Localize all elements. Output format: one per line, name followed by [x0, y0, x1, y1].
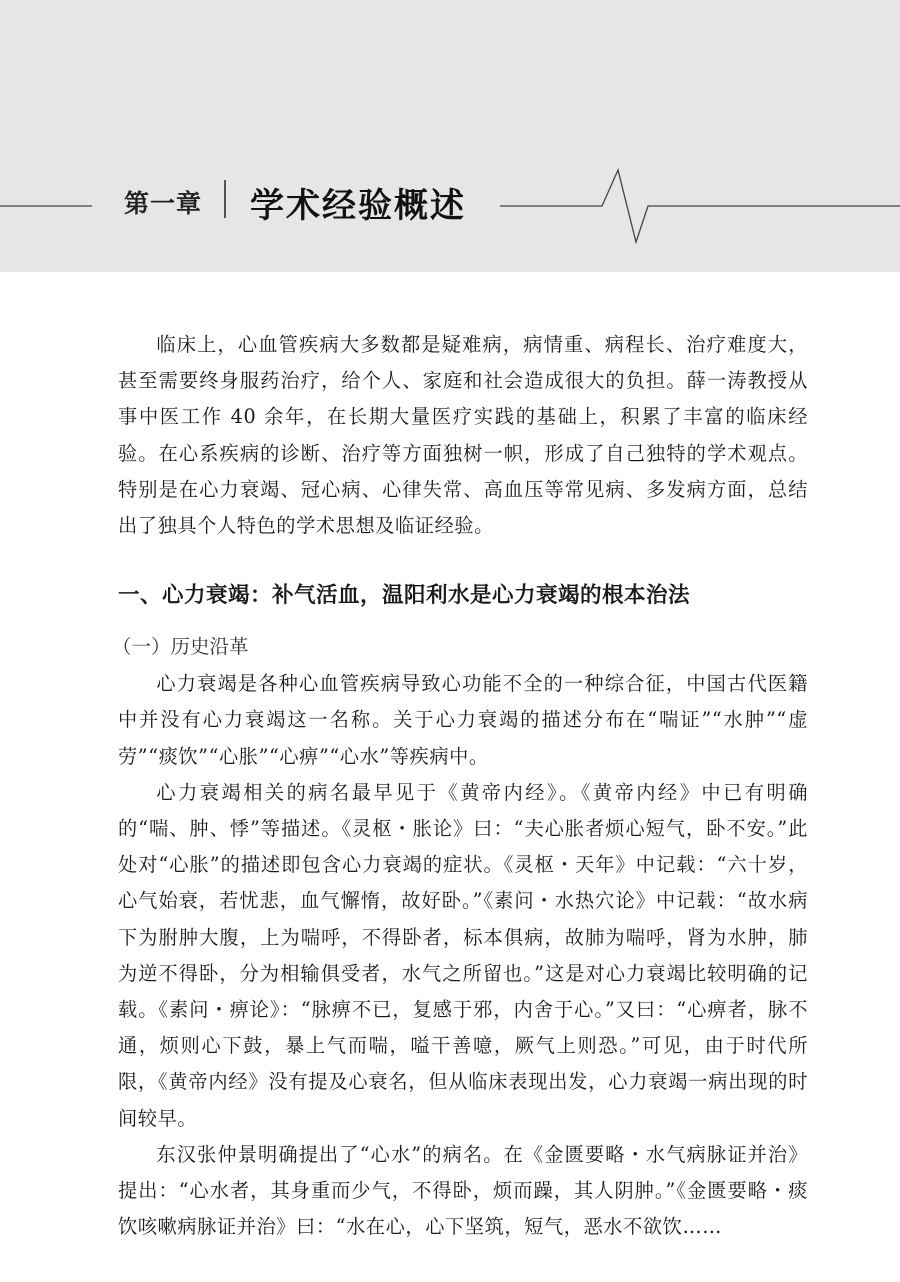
chapter-number: 第一章: [118, 184, 208, 220]
subsection-heading: （一）历史沿革: [112, 635, 249, 659]
body-paragraph: 心力衰竭相关的病名最早见于《黄帝内经》。《黄帝内经》中已有明确的“喘、肿、悸”等描述。《灵枢・胀论》曰：“夫心胀者烦心短气，卧不安。”此处对“心胀”的描述即包含心力衰竭的症状。《灵枢・天年》中记载：“六十岁，心气始衰，若忧悲，血气懈惰，故好卧。”《素问・水热穴论》中记载：“故水病下为胕肿大腹，上为喘呼，不得卧者，标本俱病，故肺为喘呼，肾为水肿，肺为逆不得卧，分为相输俱受者，水气之所留也。”这是对心力衰竭比较明确的记载。《素问・痹论》：“脉痹不已，复感于邪，内舍于心。”又曰：“心痹者，脉不通，烦则心下鼓，暴上气而喘，嗌干善噫，厥气上则恐。”可见，由于时代所限，《黄帝内经》没有提及心衰名，但从临床表现出发，心力衰竭一病出现的时间较早。: [118, 780, 808, 1130]
chapter-divider: [224, 180, 226, 218]
intro-paragraph: 临床上，心血管疾病大多数都是疑难病，病情重、病程长、治疗难度大，甚至需要终身服药治疗，给个人、家庭和社会造成很大的负担。薛一涛教授从事中医工作 40 余年，在长期大量医疗实践的基础上，积累了丰富的临床经验。在心系疾病的诊断、治疗等方面独树一帜，形成了自己独特的学术观点。特别是在心力衰竭、冠心病、心律失常、高血压等常见病、多发病方面，总结出了独具个人特色的学术思想及临证经验。: [118, 333, 808, 538]
chapter-title: 学术经验概述: [246, 178, 474, 227]
body-paragraph: 东汉张仲景明确提出了“心水”的病名。在《金匮要略・水气病脉证并治》提出：“心水者，其身重而少气，不得卧，烦而躁，其人阴肿。”《金匮要略・痰饮咳嗽病脉证并治》曰：“水在心，心下坚筑，短气，恶水不欲饮……: [118, 1142, 808, 1239]
section-heading: 一、心力衰竭：补气活血，温阳利水是心力衰竭的根本治法: [118, 583, 691, 609]
page-body: [112, 327, 808, 1245]
body-paragraph: 心力衰竭是各种心血管疾病导致心功能不全的一种综合征，中国古代医籍中并没有心力衰竭这一名称。关于心力衰竭的描述分布在“喘证”“水肿”“虚劳”“痰饮”“心胀”“心痹”“心水”等疾病中。: [118, 672, 808, 768]
chapter-header-band: [0, 0, 900, 272]
